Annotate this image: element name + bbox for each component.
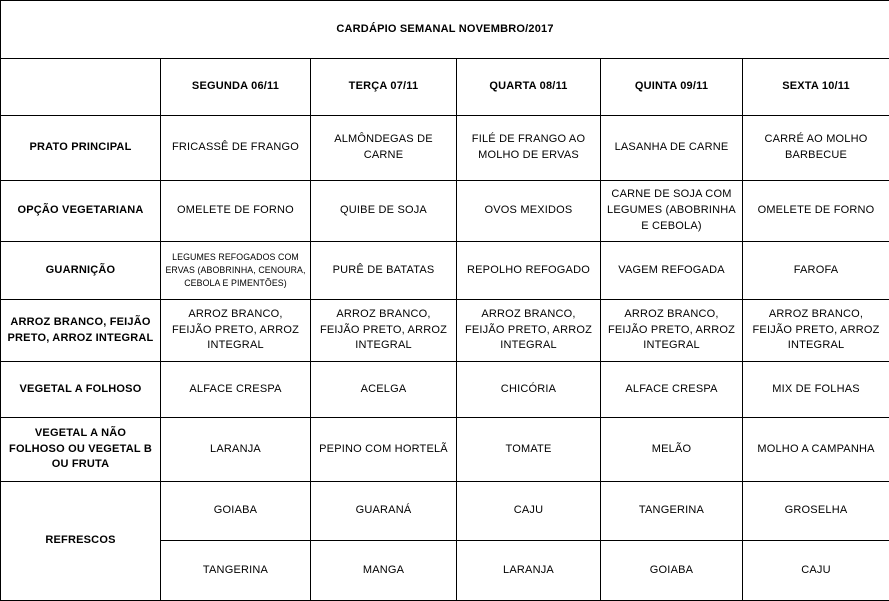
menu-cell: REPOLHO REFOGADO: [457, 242, 601, 300]
row-label: PRATO PRINCIPAL: [1, 116, 161, 181]
menu-cell: GROSELHA: [743, 482, 889, 541]
menu-cell: TANGERINA: [601, 482, 743, 541]
menu-cell: CAJU: [743, 541, 889, 601]
menu-cell: CAJU: [457, 482, 601, 541]
menu-cell: ARROZ BRANCO, FEIJÃO PRETO, ARROZ INTEGRAL: [457, 300, 601, 362]
table-title: CARDÁPIO SEMANAL NOVEMBRO/2017: [1, 1, 889, 59]
corner-cell: [1, 59, 161, 116]
menu-cell: MIX DE FOLHAS: [743, 362, 889, 418]
menu-cell: GUARANÁ: [311, 482, 457, 541]
row-label: OPÇÃO VEGETARIANA: [1, 181, 161, 242]
row-label: REFRESCOS: [1, 482, 161, 601]
menu-cell: ARROZ BRANCO, FEIJÃO PRETO, ARROZ INTEGRAL: [311, 300, 457, 362]
column-header-friday: SEXTA 10/11: [743, 59, 889, 116]
menu-cell: OVOS MEXIDOS: [457, 181, 601, 242]
menu-cell: LASANHA DE CARNE: [601, 116, 743, 181]
row-label: GUARNIÇÃO: [1, 242, 161, 300]
table-row-refrescos-1: [1, 482, 889, 541]
title-row: [1, 1, 889, 59]
menu-cell: QUIBE DE SOJA: [311, 181, 457, 242]
menu-cell: ARROZ BRANCO, FEIJÃO PRETO, ARROZ INTEGRAL: [601, 300, 743, 362]
menu-cell: LARANJA: [457, 541, 601, 601]
row-label: VEGETAL A NÃO FOLHOSO OU VEGETAL B OU FRUTA: [1, 418, 161, 482]
menu-cell: TOMATE: [457, 418, 601, 482]
menu-cell: FAROFA: [743, 242, 889, 300]
menu-cell: GOIABA: [601, 541, 743, 601]
column-header-thursday: QUINTA 09/11: [601, 59, 743, 116]
table-row-opcao-vegetariana: [1, 181, 889, 242]
column-header-wednesday: QUARTA 08/11: [457, 59, 601, 116]
menu-cell: ARROZ BRANCO, FEIJÃO PRETO, ARROZ INTEGRAL: [161, 300, 311, 362]
menu-cell: ACELGA: [311, 362, 457, 418]
menu-cell: CHICÓRIA: [457, 362, 601, 418]
menu-cell: LARANJA: [161, 418, 311, 482]
table-row-arroz-feijao: [1, 300, 889, 362]
column-header-monday: SEGUNDA 06/11: [161, 59, 311, 116]
menu-cell: OMELETE DE FORNO: [161, 181, 311, 242]
menu-cell: GOIABA: [161, 482, 311, 541]
row-label: ARROZ BRANCO, FEIJÃO PRETO, ARROZ INTEGRAL: [1, 300, 161, 362]
menu-cell: ARROZ BRANCO, FEIJÃO PRETO, ARROZ INTEGRAL: [743, 300, 889, 362]
menu-cell: OMELETE DE FORNO: [743, 181, 889, 242]
menu-cell: MOLHO A CAMPANHA: [743, 418, 889, 482]
menu-cell: ALFACE CRESPA: [601, 362, 743, 418]
menu-cell: CARRÉ AO MOLHO BARBECUE: [743, 116, 889, 181]
menu-cell: VAGEM REFOGADA: [601, 242, 743, 300]
menu-cell: CARNE DE SOJA COM LEGUMES (ABOBRINHA E CEBOLA): [601, 181, 743, 242]
menu-cell: LEGUMES REFOGADOS COM ERVAS (ABOBRINHA, CENOURA, CEBOLA E PIMENTÕES): [161, 242, 311, 300]
menu-cell: FILÉ DE FRANGO AO MOLHO DE ERVAS: [457, 116, 601, 181]
menu-cell: MANGA: [311, 541, 457, 601]
table-row-vegetal-nao-folhoso: [1, 418, 889, 482]
menu-cell: FRICASSÊ DE FRANGO: [161, 116, 311, 181]
menu-cell: PURÊ DE BATATAS: [311, 242, 457, 300]
row-label: VEGETAL A FOLHOSO: [1, 362, 161, 418]
column-header-tuesday: TERÇA 07/11: [311, 59, 457, 116]
menu-cell: ALFACE CRESPA: [161, 362, 311, 418]
table-row-guarnicao: [1, 242, 889, 300]
menu-cell: TANGERINA: [161, 541, 311, 601]
menu-cell: MELÃO: [601, 418, 743, 482]
header-row: [1, 59, 889, 116]
table-row-prato-principal: [1, 116, 889, 181]
menu-cell: PEPINO COM HORTELÃ: [311, 418, 457, 482]
table-row-vegetal-folhoso: [1, 362, 889, 418]
menu-cell: ALMÔNDEGAS DE CARNE: [311, 116, 457, 181]
